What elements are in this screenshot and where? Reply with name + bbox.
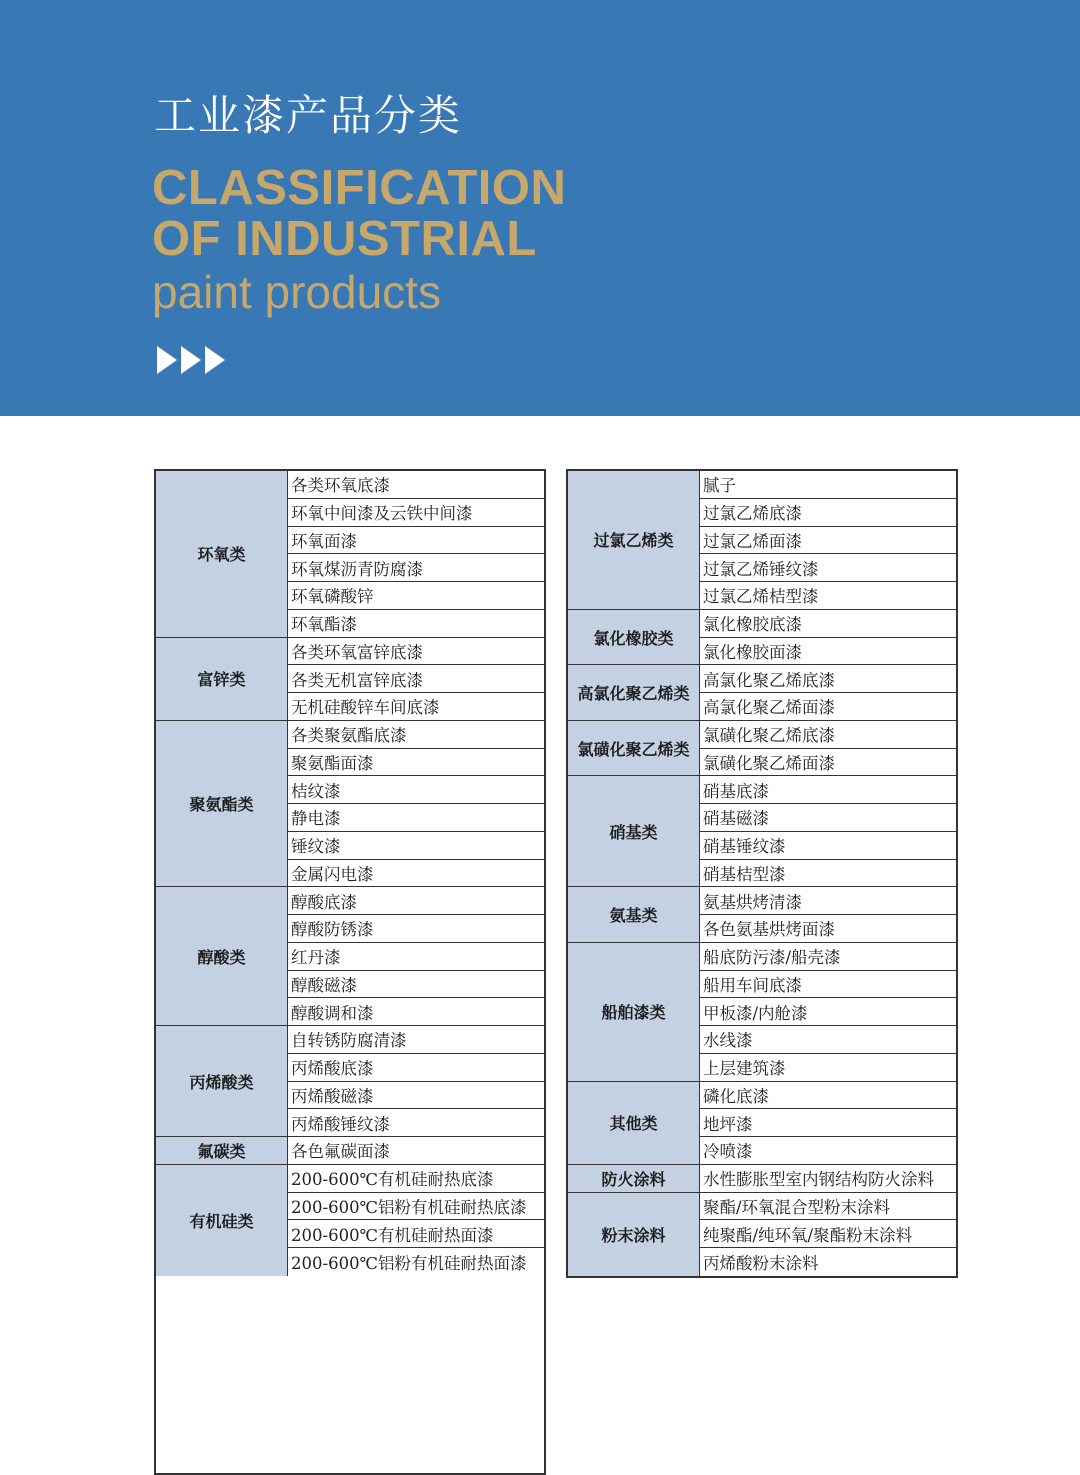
category-cell: 氯磺化聚乙烯类 (568, 721, 700, 777)
product-item: 硝基桔型漆 (700, 860, 957, 888)
category-cell: 丙烯酸类 (156, 1026, 288, 1137)
product-item: 200-600℃铝粉有机硅耐热面漆 (291, 1253, 527, 1273)
category-cell: 富锌类 (156, 638, 288, 721)
product-item: 丙烯酸底漆 (288, 1054, 545, 1082)
product-item: 过氯乙烯桔型漆 (700, 582, 957, 610)
page-title-en-line2: OF INDUSTRIAL (152, 212, 537, 266)
product-item: 过氯乙烯锤纹漆 (700, 554, 957, 582)
product-item: 各色氨基烘烤面漆 (700, 915, 957, 943)
category-cell: 氯化橡胶类 (568, 610, 700, 666)
product-item: 各色氟碳面漆 (288, 1137, 545, 1165)
category-cell: 聚氨酯类 (156, 721, 288, 888)
product-item: 环氧面漆 (288, 527, 545, 555)
product-item: 聚酯/环氧混合型粉末涂料 (700, 1193, 957, 1221)
product-item: 各类环氧富锌底漆 (288, 638, 545, 666)
product-item: 醇酸调和漆 (288, 998, 545, 1026)
product-item: 磷化底漆 (700, 1082, 957, 1110)
product-item: 200-600℃铝粉有机硅耐热底漆 (288, 1193, 545, 1221)
category-cell: 粉末涂料 (568, 1193, 700, 1276)
product-item: 各类无机富锌底漆 (288, 665, 545, 693)
product-item: 硝基锤纹漆 (700, 832, 957, 860)
product-item: 红丹漆 (288, 943, 545, 971)
product-item: 环氧中间漆及云铁中间漆 (288, 499, 545, 527)
category-cell: 高氯化聚乙烯类 (568, 665, 700, 721)
product-item: 氯化橡胶面漆 (700, 638, 957, 666)
category-cell: 醇酸类 (156, 887, 288, 1026)
page-title-cn: 工业漆产品分类 (154, 91, 463, 140)
product-item: 静电漆 (288, 804, 545, 832)
product-item: 锤纹漆 (288, 832, 545, 860)
product-item: 纯聚酯/纯环氧/聚酯粉末涂料 (700, 1220, 957, 1248)
product-item: 丙烯酸锤纹漆 (288, 1109, 545, 1137)
product-item: 地坪漆 (700, 1109, 957, 1137)
product-item: 氯磺化聚乙烯面漆 (700, 749, 957, 777)
page-title-en-line3: paint products (152, 266, 441, 318)
product-item: 聚氨酯面漆 (288, 749, 545, 777)
product-item: 硝基磁漆 (700, 804, 957, 832)
product-item: 金属闪电漆 (288, 860, 545, 888)
product-item: 200-600℃有机硅耐热底漆 (288, 1165, 545, 1193)
product-item: 过氯乙烯面漆 (700, 527, 957, 555)
product-item: 船底防污漆/船壳漆 (700, 943, 957, 971)
product-item: 高氯化聚乙烯底漆 (700, 665, 957, 693)
category-cell: 船舶漆类 (568, 943, 700, 1082)
product-item: 硝基底漆 (700, 776, 957, 804)
product-item: 各类聚氨酯底漆 (288, 721, 545, 749)
product-item: 醇酸磁漆 (288, 971, 545, 999)
category-cell: 其他类 (568, 1082, 700, 1165)
category-cell: 过氯乙烯类 (568, 471, 700, 610)
product-item: 氯磺化聚乙烯底漆 (700, 721, 957, 749)
category-cell: 氨基类 (568, 887, 700, 943)
product-item: 丙烯酸磁漆 (288, 1082, 545, 1110)
triple-right-arrow-icon (157, 346, 229, 374)
product-item: 过氯乙烯底漆 (700, 499, 957, 527)
product-item: 200-600℃有机硅耐热面漆 (288, 1220, 545, 1248)
product-item: 高氯化聚乙烯面漆 (700, 693, 957, 721)
left-classification-table (154, 469, 546, 1475)
product-item: 环氧煤沥青防腐漆 (288, 554, 545, 582)
category-cell: 氟碳类 (156, 1137, 288, 1165)
product-item: 各类环氧底漆 (288, 471, 545, 499)
product-item: 水性膨胀型室内钢结构防火涂料 (700, 1165, 957, 1193)
product-item: 甲板漆/内舱漆 (700, 998, 957, 1026)
header-banner (0, 0, 1080, 416)
right-classification-table (566, 469, 958, 1278)
product-item: 环氧磷酸锌 (288, 582, 545, 610)
product-item: 氨基烘烤清漆 (700, 887, 957, 915)
product-item: 无机硅酸锌车间底漆 (288, 693, 545, 721)
category-cell: 硝基类 (568, 776, 700, 887)
product-item: 腻子 (700, 471, 957, 499)
product-item: 醇酸防锈漆 (288, 915, 545, 943)
product-item: 水线漆 (700, 1026, 957, 1054)
product-item: 丙烯酸粉末涂料 (703, 1253, 819, 1273)
product-item: 氯化橡胶底漆 (700, 610, 957, 638)
category-cell: 环氧类 (156, 471, 288, 638)
category-cell: 有机硅类 (156, 1165, 288, 1276)
product-item: 醇酸底漆 (288, 887, 545, 915)
page-title-en-line1: CLASSIFICATION (152, 161, 567, 215)
product-item: 桔纹漆 (288, 776, 545, 804)
category-cell: 防火涂料 (568, 1165, 700, 1193)
product-item: 上层建筑漆 (700, 1054, 957, 1082)
product-item: 冷喷漆 (700, 1137, 957, 1165)
product-item: 自转锈防腐清漆 (288, 1026, 545, 1054)
product-item: 船用车间底漆 (700, 971, 957, 999)
product-item: 环氧酯漆 (288, 610, 545, 638)
